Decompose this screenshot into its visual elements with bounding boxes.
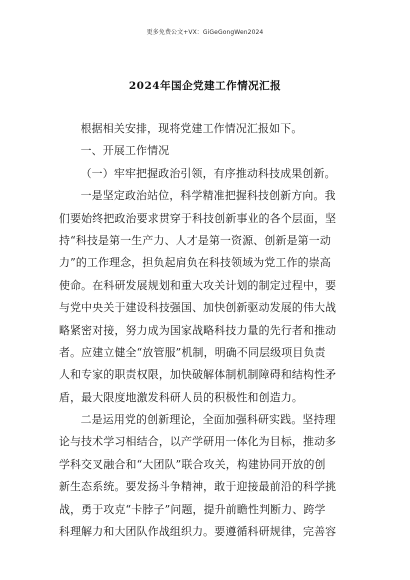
paragraph-line: 们要始终把政治要求贯穿于科技创新事业的各个层面，坚 <box>59 211 337 225</box>
paragraph-line: 与党中央关于建设科技强国、加快创新驱动发展的伟大战 <box>59 301 337 315</box>
section-heading: 一、开展工作情况 <box>80 144 170 158</box>
paragraph-line: 人和专家的职责权限，加快破解体制机制障碍和结构性矛 <box>59 368 337 382</box>
paragraph-line: 使命。在科研发展规划和重大攻关计划的制定过程中，要 <box>59 278 337 292</box>
paragraph-line: 战，勇于攻克“卡脖子”问题，提升前瞻性判断力、跨学 <box>59 502 326 516</box>
paragraph-intro: 根据相关安排，现将党建工作情况汇报如下。 <box>80 122 303 135</box>
paragraph-line: 盾，最大限度地激发科研人员的积极性和创造力。 <box>59 390 303 404</box>
document-title: 2024年国企党建工作情况汇报 <box>128 80 282 92</box>
paragraph-line: 论与技术学习相结合，以产学研用一体化为目标，推动多 <box>59 435 337 449</box>
header-note: 更多免费公文+VX：GiGeGongWen2024 <box>146 29 264 36</box>
paragraph-line: 一是坚定政治站位，科学精准把握科技创新方向。我 <box>80 189 336 203</box>
subsection-heading: （一）牢牢把握政治引领，有序推动科技成果创新。 <box>80 166 336 180</box>
paragraph-line: 学科交叉融合和“大团队”联合攻关，构建协同开放的创 <box>59 457 326 471</box>
paragraph-line: 持“科技是第一生产力、人才是第一资源、创新是第一动 <box>59 233 331 247</box>
paragraph-line: 新生态系统。要发扬斗争精神，敢于迎接最前沿的科学挑 <box>59 480 337 494</box>
paragraph-line: 力”的工作理念，担负起肩负在科技领域为党工作的崇高 <box>59 256 331 270</box>
paragraph-line: 略紧密对接，努力成为国家战略科技力量的先行者和推动 <box>59 323 337 337</box>
paragraph-line: 者。应建立健全“放管服”机制，明确不同层级项目负责 <box>59 345 326 359</box>
paragraph-line: 二是运用党的创新理论，全面加强科研实践。坚持理 <box>80 413 336 427</box>
paragraph-line: 科理解力和大团队作战组织力。要遵循科研规律，完善容 <box>59 525 337 539</box>
document-body <box>59 118 353 543</box>
